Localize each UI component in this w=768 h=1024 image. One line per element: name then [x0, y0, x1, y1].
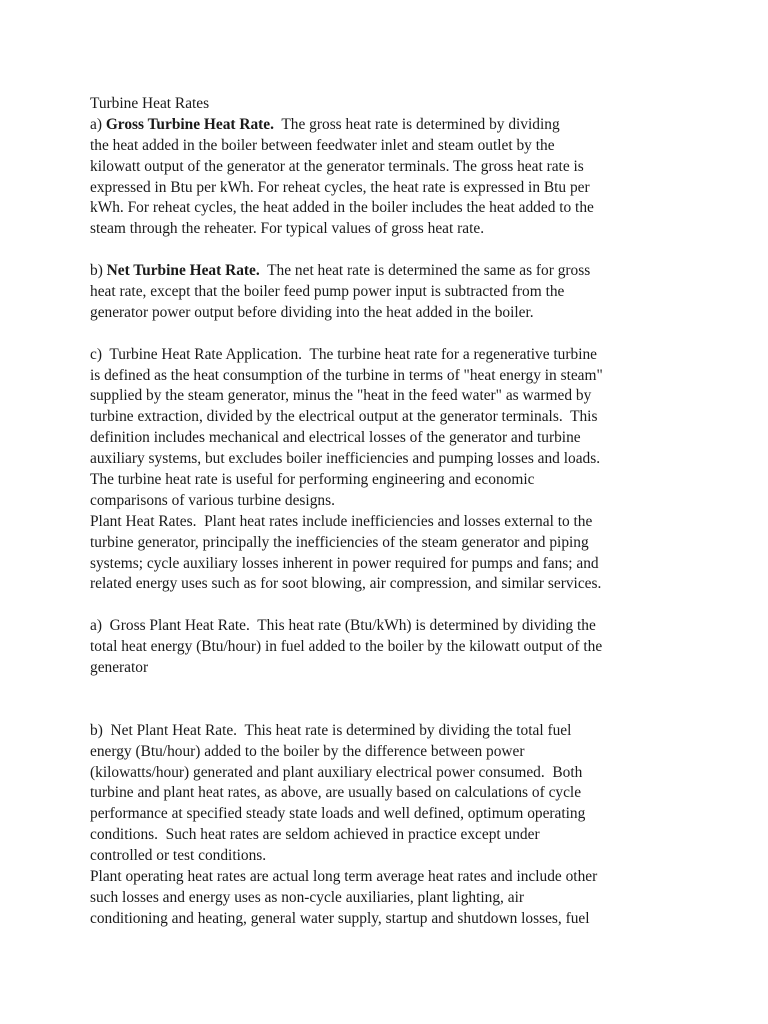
text-line: generator power output before dividing into the heat added in the boiler. [90, 303, 534, 321]
text-line: expressed in Btu per kWh. For reheat cycles, the heat rate is expressed in Btu per [90, 178, 590, 196]
text-line: auxiliary systems, but excludes boiler inefficiencies and pumping losses and loads. [90, 450, 601, 468]
text-line: generator [90, 659, 149, 677]
text-line: The net heat rate is determined the same as for gross [259, 262, 591, 280]
text-line: Plant Heat Rates. Plant heat rates include inefficiencies and losses external to the [90, 512, 593, 530]
gross-turbine-heading: Gross Turbine Heat Rate. [105, 115, 274, 133]
text-line: kilowatt output of the generator at the generator terminals. The gross heat rate is [90, 157, 584, 175]
text-line: The turbine heat rate is useful for performing engineering and economic [90, 471, 535, 489]
text-line: the heat added in the boiler between feedwater inlet and steam outlet by the [90, 136, 555, 154]
text-line: performance at specified steady state loads and well defined, optimum operating [90, 805, 586, 823]
text-line: Plant operating heat rates are actual long term average heat rates and include other [90, 867, 598, 885]
document-body [90, 94, 690, 930]
gross-turbine-heat-rate-line-1 [90, 115, 690, 136]
paragraph-gap [90, 679, 690, 721]
text-line: (kilowatts/hour) generated and plant auxiliary electrical power consumed. Both [90, 763, 583, 781]
text-line: b) Net Plant Heat Rate. This heat rate is determined by dividing the total fuel [90, 721, 572, 739]
text-line: conditions. Such heat rates are seldom achieved in practice except under [90, 826, 540, 844]
net-turbine-heading: Net Turbine Heat Rate. [106, 262, 260, 280]
text-line: controlled or test conditions. [90, 847, 267, 865]
text-line: is defined as the heat consumption of the turbine in terms of "heat energy in steam" [90, 366, 603, 384]
text-line: systems; cycle auxiliary losses inherent in power required for pumps and fans; and [90, 554, 599, 572]
text-line: turbine generator, principally the inefficiencies of the steam generator and piping [90, 533, 589, 551]
text-line: turbine and plant heat rates, as above, are usually based on calculations of cycle [90, 784, 582, 802]
text-line: turbine extraction, divided by the electrical output at the generator terminals. This [90, 408, 598, 426]
net-turbine-prefix: b) [90, 262, 107, 280]
paragraph-gap [90, 595, 690, 616]
paragraph-gap [90, 240, 690, 261]
text-line: energy (Btu/hour) added to the boiler by the difference between power [90, 742, 525, 760]
gross-turbine-prefix: a) [90, 115, 106, 133]
text-line: supplied by the steam generator, minus the "heat in the feed water" as warmed by [90, 387, 592, 405]
text-line: total heat energy (Btu/hour) in fuel added to the boiler by the kilowatt output of the [90, 638, 603, 656]
text-line: related energy uses such as for soot blowing, air compression, and similar services. [90, 575, 602, 593]
text-line: such losses and energy uses as non-cycle auxiliaries, plant lighting, air [90, 888, 524, 906]
document-title: Turbine Heat Rates [90, 95, 210, 112]
text-line: steam through the reheater. For typical values of gross heat rate. [90, 220, 485, 238]
text-line: The gross heat rate is determined by dividing [273, 115, 560, 133]
text-line: conditioning and heating, general water supply, startup and shutdown losses, fuel [90, 909, 590, 927]
paragraph-gap [90, 324, 690, 345]
net-turbine-heat-rate-line-1 [90, 261, 690, 282]
text-line: heat rate, except that the boiler feed pump power input is subtracted from the [90, 283, 565, 301]
text-line: comparisons of various turbine designs. [90, 491, 335, 509]
text-line: kWh. For reheat cycles, the heat added in the boiler includes the heat added to the [90, 199, 594, 217]
text-line: definition includes mechanical and electrical losses of the generator and turbine [90, 429, 581, 447]
text-line: c) Turbine Heat Rate Application. The turbine heat rate for a regenerative turbine [90, 345, 597, 363]
text-line: a) Gross Plant Heat Rate. This heat rate (Btu/kWh) is determined by dividing the [90, 617, 596, 635]
